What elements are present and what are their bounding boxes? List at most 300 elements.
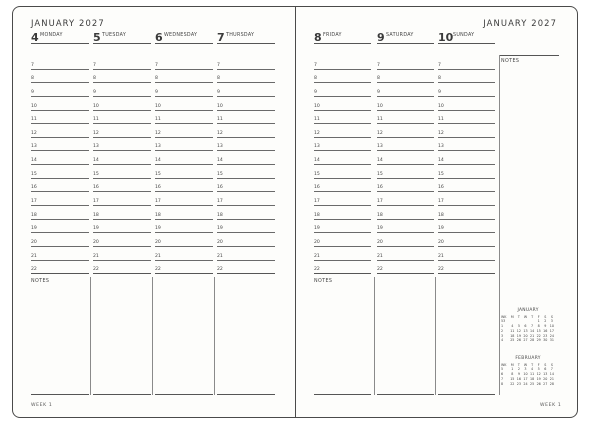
hour-label: 21 (93, 253, 99, 259)
hour-row[interactable] (438, 151, 495, 166)
mini-calendar-grid (501, 363, 555, 387)
mini-calendar-day: 6 (544, 367, 547, 372)
mini-calendar-day: 16 (516, 376, 521, 381)
hour-label: 16 (93, 185, 99, 191)
hour-row[interactable] (155, 82, 213, 97)
mini-calendar-day: 7 (531, 324, 534, 329)
hour-label: 21 (217, 253, 223, 259)
notes-bottom-rule (217, 394, 275, 395)
hour-label: 18 (438, 212, 444, 218)
hour-row[interactable] (155, 232, 213, 247)
hour-row[interactable] (314, 69, 371, 84)
hour-row[interactable] (93, 151, 151, 166)
hour-label: 16 (31, 185, 37, 191)
hour-row[interactable] (217, 192, 275, 207)
hour-row[interactable] (438, 205, 495, 220)
day-name: THURSDAY (226, 33, 255, 38)
hour-label: 13 (31, 144, 37, 150)
hour-row[interactable] (31, 137, 89, 152)
mini-calendar-day: 5 (537, 367, 540, 372)
hour-row[interactable] (155, 219, 213, 234)
hour-label: 7 (217, 62, 220, 68)
hour-label: 9 (377, 89, 380, 95)
mini-calendar-week-number: 4 (501, 338, 504, 343)
hour-label: 11 (155, 117, 161, 123)
hour-label: 14 (377, 158, 383, 164)
hour-row[interactable] (31, 55, 89, 70)
hour-row[interactable] (438, 232, 495, 247)
hour-label: 11 (217, 117, 223, 123)
hour-row[interactable] (217, 96, 275, 111)
mini-calendar-day: 18 (510, 333, 515, 338)
hour-row[interactable] (93, 219, 151, 234)
mini-calendar-day: 17 (523, 376, 528, 381)
side-notes-label: NOTES (501, 59, 520, 64)
hour-row[interactable] (314, 232, 371, 247)
hour-row[interactable] (217, 219, 275, 234)
hour-row[interactable] (31, 151, 89, 166)
mini-calendar-day: 13 (543, 372, 548, 377)
mini-calendar-day: 11 (529, 372, 535, 377)
hour-label: 7 (31, 62, 34, 68)
hour-label: 16 (377, 185, 383, 191)
hour-row[interactable] (217, 164, 275, 179)
day-header (438, 29, 495, 44)
notes-column-divider (152, 277, 153, 395)
hour-label: 13 (155, 144, 161, 150)
right-month-label: JANUARY 2027 (483, 18, 557, 28)
hour-row[interactable] (155, 151, 213, 166)
mini-calendar-week-number: 5 (501, 367, 504, 372)
day-number: 9 (377, 31, 385, 44)
hour-label: 22 (93, 267, 99, 273)
mini-calendar-day: 20 (543, 376, 548, 381)
hour-row[interactable] (93, 232, 151, 247)
hour-label: 20 (377, 240, 383, 246)
hour-row[interactable] (438, 164, 495, 179)
mini-calendar-week-number: 2 (501, 328, 504, 333)
hour-row[interactable] (438, 137, 495, 152)
hour-row[interactable] (314, 110, 371, 125)
mini-calendar-day: 14 (549, 372, 554, 377)
mini-calendar-day: 16 (543, 328, 548, 333)
mini-calendar-day: 8 (537, 324, 540, 329)
hour-label: 19 (438, 226, 444, 232)
day-number: 6 (155, 31, 163, 44)
hour-label: 21 (314, 253, 320, 259)
notes-column-divider (90, 277, 91, 395)
hour-row[interactable] (155, 110, 213, 125)
hour-row[interactable] (377, 82, 434, 97)
hour-label: 18 (217, 212, 223, 218)
left-month-label: JANUARY 2027 (31, 18, 105, 28)
mini-calendar-day: 14 (529, 328, 535, 333)
hour-label: 16 (155, 185, 161, 191)
mini-calendar-header-cell: WK (501, 314, 507, 319)
hour-label: 14 (93, 158, 99, 164)
hour-label: 10 (217, 103, 223, 109)
hour-row[interactable] (377, 110, 434, 125)
notes-column-divider (374, 277, 375, 395)
hour-row[interactable] (31, 219, 89, 234)
hour-row[interactable] (438, 82, 495, 97)
side-notes-rule (500, 55, 559, 56)
hour-label: 12 (377, 130, 383, 136)
hour-row[interactable] (314, 178, 371, 193)
hour-row[interactable] (314, 151, 371, 166)
day-header (314, 29, 371, 44)
hour-label: 17 (217, 199, 223, 205)
hour-row[interactable] (217, 260, 275, 275)
hour-label: 8 (438, 76, 441, 82)
hour-row[interactable] (93, 55, 151, 70)
hour-row[interactable] (438, 246, 495, 261)
hour-label: 12 (438, 130, 444, 136)
hour-row[interactable] (438, 260, 495, 275)
hour-row[interactable] (217, 178, 275, 193)
page-gutter (295, 6, 296, 418)
hour-row[interactable] (93, 123, 151, 138)
hour-label: 14 (314, 158, 320, 164)
mini-calendar-day: 7 (550, 367, 553, 372)
mini-calendar-day: 22 (510, 381, 515, 386)
day-header (31, 29, 89, 44)
hour-label: 14 (31, 158, 37, 164)
hour-label: 19 (314, 226, 320, 232)
hour-row[interactable] (93, 246, 151, 261)
mini-calendar-day: 19 (536, 376, 541, 381)
day-number: 8 (314, 31, 322, 44)
hour-label: 22 (314, 267, 320, 273)
hour-row[interactable] (438, 123, 495, 138)
hour-row[interactable] (155, 96, 213, 111)
hour-label: 12 (93, 130, 99, 136)
hour-row[interactable] (155, 192, 213, 207)
hour-row[interactable] (93, 164, 151, 179)
mini-calendar-title: JANUARY (517, 308, 539, 313)
day-header (155, 29, 213, 44)
notes-bottom-rule (438, 394, 495, 395)
day-number: 5 (93, 31, 101, 44)
mini-calendar-day: 10 (523, 372, 528, 377)
hour-row[interactable] (155, 164, 213, 179)
mini-calendar-day: 15 (536, 328, 541, 333)
hour-row[interactable] (438, 192, 495, 207)
day-column (93, 29, 151, 273)
hour-row[interactable] (314, 82, 371, 97)
hour-row[interactable] (217, 205, 275, 220)
hour-row[interactable] (93, 178, 151, 193)
notes-bottom-rule (31, 394, 89, 395)
hour-label: 7 (377, 62, 380, 68)
mini-calendar-day: 21 (549, 376, 554, 381)
mini-calendar-day: 9 (544, 324, 547, 329)
mini-calendar-day: 2 (517, 367, 520, 372)
day-column (438, 29, 495, 273)
day-number: 7 (217, 31, 225, 44)
hour-row[interactable] (438, 110, 495, 125)
mini-calendar-header-cell: W (523, 362, 528, 367)
hour-row[interactable] (314, 260, 371, 275)
hour-row[interactable] (314, 219, 371, 234)
hour-row[interactable] (93, 110, 151, 125)
mini-calendar-day: 29 (536, 338, 541, 343)
day-column (155, 29, 213, 273)
hour-row[interactable] (377, 137, 434, 152)
hour-row[interactable] (93, 260, 151, 275)
hour-label: 22 (438, 267, 444, 273)
hour-label: 16 (217, 185, 223, 191)
mini-calendar-day: 22 (536, 333, 541, 338)
hour-label: 18 (31, 212, 37, 218)
mini-calendar-day: 31 (549, 338, 554, 343)
day-header (377, 29, 434, 44)
hour-row[interactable] (217, 69, 275, 84)
hour-row[interactable] (31, 205, 89, 220)
hour-row[interactable] (155, 55, 213, 70)
mini-calendar-day: 28 (549, 381, 554, 386)
hour-row[interactable] (217, 151, 275, 166)
hour-row[interactable] (377, 164, 434, 179)
mini-calendar-day: 26 (516, 338, 521, 343)
hour-label: 10 (93, 103, 99, 109)
mini-calendar-header-cell: T (517, 362, 520, 367)
mini-calendar-day: 23 (543, 333, 548, 338)
hour-label: 9 (217, 89, 220, 95)
mini-calendar-header-cell: M (510, 362, 514, 367)
mini-calendar-day: 3 (524, 367, 527, 372)
mini-calendar-header-cell: T (517, 314, 520, 319)
hour-row[interactable] (31, 232, 89, 247)
hour-label: 8 (314, 76, 317, 82)
hour-label: 11 (31, 117, 37, 123)
hour-row[interactable] (155, 205, 213, 220)
mini-calendar-day: 17 (549, 328, 554, 333)
hour-label: 17 (93, 199, 99, 205)
hour-row[interactable] (438, 178, 495, 193)
day-column (377, 29, 434, 273)
hour-row[interactable] (31, 96, 89, 111)
hour-row[interactable] (155, 178, 213, 193)
hour-label: 21 (155, 253, 161, 259)
hour-row[interactable] (377, 151, 434, 166)
hour-row[interactable] (377, 178, 434, 193)
hour-label: 19 (93, 226, 99, 232)
mini-calendar-day: 26 (536, 381, 541, 386)
left-week-label: WEEK 1 (31, 403, 53, 408)
hour-row[interactable] (155, 123, 213, 138)
day-name: WEDNESDAY (164, 33, 198, 38)
hour-label: 7 (438, 62, 441, 68)
hour-label: 10 (438, 103, 444, 109)
hour-label: 17 (438, 199, 444, 205)
day-number: 10 (438, 31, 454, 44)
hour-label: 17 (31, 199, 37, 205)
hour-label: 15 (438, 171, 444, 177)
hour-row[interactable] (377, 192, 434, 207)
hour-row[interactable] (217, 82, 275, 97)
hour-row[interactable] (155, 69, 213, 84)
mini-calendar-week-number: 1 (501, 324, 504, 329)
hour-label: 20 (314, 240, 320, 246)
notes-bottom-rule (377, 394, 434, 395)
mini-calendar-header-cell: W (523, 314, 528, 319)
day-number: 4 (31, 31, 39, 44)
mini-calendar-week-number: 8 (501, 381, 504, 386)
hour-row[interactable] (217, 246, 275, 261)
hour-row[interactable] (31, 260, 89, 275)
hour-row[interactable] (314, 137, 371, 152)
mini-calendar-day: 15 (510, 376, 515, 381)
mini-calendar-grid (501, 315, 555, 343)
hour-row[interactable] (93, 192, 151, 207)
mini-calendar-day: 21 (529, 333, 535, 338)
hour-label: 12 (217, 130, 223, 136)
mini-calendar-day: 1 (511, 367, 514, 372)
hour-row[interactable] (31, 246, 89, 261)
hour-row[interactable] (314, 96, 371, 111)
mini-calendar-day: 4 (511, 324, 514, 329)
hour-row[interactable] (31, 192, 89, 207)
mini-calendar-day: 8 (511, 372, 514, 377)
mini-calendar-day: 19 (516, 333, 521, 338)
hour-row[interactable] (217, 123, 275, 138)
hour-label: 8 (155, 76, 158, 82)
hour-label: 9 (93, 89, 96, 95)
hour-row[interactable] (438, 219, 495, 234)
hour-row[interactable] (31, 69, 89, 84)
hour-row[interactable] (377, 96, 434, 111)
hour-row[interactable] (314, 192, 371, 207)
hour-row[interactable] (377, 219, 434, 234)
hour-label: 15 (93, 171, 99, 177)
hour-label: 11 (314, 117, 320, 123)
hour-label: 13 (217, 144, 223, 150)
hour-label: 19 (377, 226, 383, 232)
hour-label: 13 (377, 144, 383, 150)
mini-calendar-week-number: 53 (501, 319, 506, 324)
hour-row[interactable] (377, 232, 434, 247)
hour-label: 21 (377, 253, 383, 259)
hour-label: 7 (93, 62, 96, 68)
hour-row[interactable] (93, 96, 151, 111)
right-notes-label: NOTES (314, 279, 333, 284)
hour-label: 20 (155, 240, 161, 246)
hour-row[interactable] (377, 205, 434, 220)
day-name: SUNDAY (453, 33, 475, 38)
day-column (31, 29, 89, 273)
hour-label: 9 (155, 89, 158, 95)
hour-row[interactable] (31, 178, 89, 193)
mini-calendar-day: 24 (523, 381, 528, 386)
mini-calendar-day: 4 (531, 367, 534, 372)
hour-row[interactable] (93, 69, 151, 84)
hour-row[interactable] (377, 123, 434, 138)
notes-bottom-rule (93, 394, 151, 395)
hour-label: 10 (155, 103, 161, 109)
hour-label: 20 (217, 240, 223, 246)
hour-row[interactable] (377, 246, 434, 261)
mini-calendar-header-cell: M (510, 314, 514, 319)
hour-row[interactable] (31, 110, 89, 125)
hour-row[interactable] (314, 123, 371, 138)
hour-label: 18 (155, 212, 161, 218)
hour-label: 13 (93, 144, 99, 150)
hour-row[interactable] (155, 246, 213, 261)
hour-label: 10 (31, 103, 37, 109)
side-notes-divider (499, 55, 500, 395)
hour-label: 10 (377, 103, 383, 109)
mini-calendar-day: 25 (529, 381, 535, 386)
hour-label: 12 (31, 130, 37, 136)
mini-calendar-day: 9 (517, 372, 520, 377)
weekly-planner-spread (12, 6, 578, 418)
hour-row[interactable] (31, 82, 89, 97)
hour-row[interactable] (314, 164, 371, 179)
mini-calendar-header-cell: S (544, 362, 547, 367)
hour-row[interactable] (314, 246, 371, 261)
hour-label: 7 (155, 62, 158, 68)
hour-row[interactable] (314, 55, 371, 70)
mini-calendar-week-number: 3 (501, 333, 504, 338)
mini-calendar-week-number: 6 (501, 372, 504, 377)
mini-calendar-day: 2 (544, 319, 547, 324)
hour-label: 8 (93, 76, 96, 82)
left-notes-label: NOTES (31, 279, 50, 284)
hour-row[interactable] (93, 205, 151, 220)
mini-calendar-day: 12 (536, 372, 541, 377)
hour-row[interactable] (314, 205, 371, 220)
mini-calendar-day: 28 (529, 338, 535, 343)
hour-row[interactable] (438, 55, 495, 70)
hour-row[interactable] (155, 260, 213, 275)
hour-label: 22 (217, 267, 223, 273)
hour-row[interactable] (217, 110, 275, 125)
hour-label: 21 (438, 253, 444, 259)
hour-row[interactable] (93, 137, 151, 152)
hour-row[interactable] (438, 96, 495, 111)
hour-label: 15 (31, 171, 37, 177)
hour-row[interactable] (217, 232, 275, 247)
hour-row[interactable] (217, 137, 275, 152)
hour-row[interactable] (93, 82, 151, 97)
hour-label: 16 (314, 185, 320, 191)
hour-label: 20 (31, 240, 37, 246)
mini-calendar-header-cell: S (544, 314, 547, 319)
notes-column-divider (214, 277, 215, 395)
hour-label: 15 (314, 171, 320, 177)
day-column (217, 29, 275, 273)
hour-label: 11 (438, 117, 444, 123)
hour-label: 9 (314, 89, 317, 95)
day-name: MONDAY (40, 33, 63, 38)
hour-label: 16 (438, 185, 444, 191)
mini-calendar-title: FEBRUARY (515, 356, 541, 361)
hour-row[interactable] (217, 55, 275, 70)
hour-row[interactable] (31, 123, 89, 138)
hour-label: 14 (217, 158, 223, 164)
hour-row[interactable] (155, 137, 213, 152)
mini-calendar-day: 23 (516, 381, 521, 386)
hour-row[interactable] (438, 69, 495, 84)
hour-row[interactable] (31, 164, 89, 179)
hour-row[interactable] (377, 55, 434, 70)
hour-row[interactable] (377, 260, 434, 275)
hour-label: 12 (314, 130, 320, 136)
day-name: SATURDAY (386, 33, 414, 38)
hour-label: 18 (377, 212, 383, 218)
hour-row[interactable] (377, 69, 434, 84)
